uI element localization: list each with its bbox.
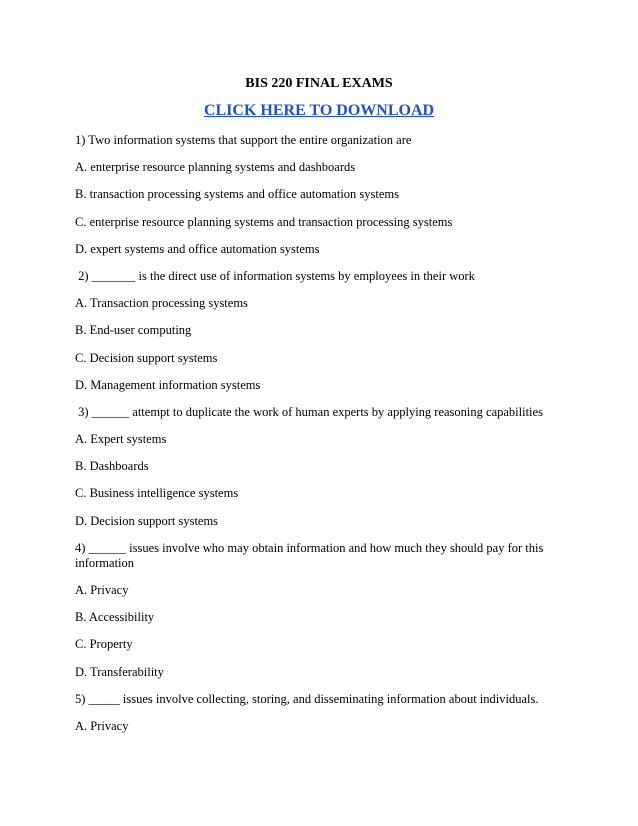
answer-option: B. Dashboards [75,459,149,474]
question-prompt: 3) ______ attempt to duplicate the work of human experts by applying reasoning capabilities [75,404,543,419]
answer-option: A. Privacy [75,718,129,733]
answer-option: B. transaction processing systems and office automation systems [75,187,400,202]
answer-option: B. Accessibility [75,610,155,625]
question-list [75,133,565,746]
answer-option: A. Privacy [75,583,129,597]
page-title: BIS 220 FINAL EXAMS [245,76,393,91]
answer-option: D. Management information systems [75,377,261,392]
question-prompt: 1) Two information systems that support the entire organization are [75,133,412,147]
answer-option: D. Decision support systems [75,513,219,528]
answer-option: A. Expert systems [75,432,167,447]
question-prompt: 5) _____ issues involve collecting, storing, and disseminating information about individuals. [75,691,539,706]
answer-option: B. End-user computing [75,323,192,338]
answer-option: C. Decision support systems [75,350,218,365]
answer-option: D. expert systems and office automation systems [75,241,320,256]
download-link[interactable]: CLICK HERE TO DOWNLOAD [203,102,435,119]
answer-option: A. enterprise resource planning systems and dashboards [75,160,356,175]
question-prompt: 2) _______ is the direct use of information systems by employees in their work [75,268,475,283]
answer-option: D. Transferability [75,664,164,679]
question-prompt: 4) ______ issues involve who may obtain information and how much they should pay for this information [75,540,544,570]
answer-option: C. Business intelligence systems [75,486,239,501]
answer-option: C. Property [75,637,133,652]
answer-option: C. enterprise resource planning systems and transaction processing systems [75,214,453,229]
answer-option: A. Transaction processing systems [75,296,248,311]
